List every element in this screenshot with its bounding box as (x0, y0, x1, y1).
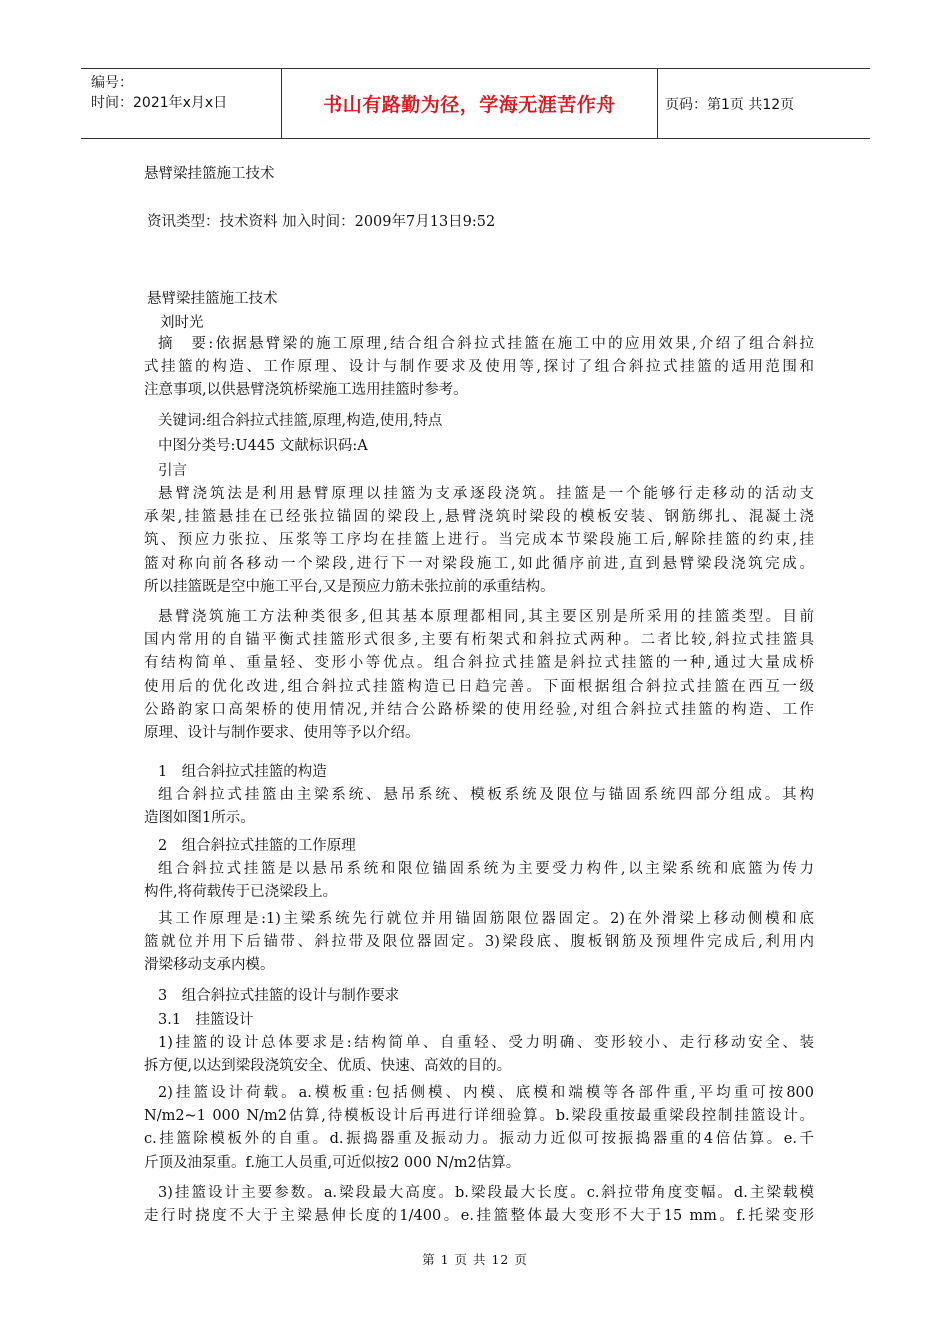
intro-paragraph-2 (144, 606, 814, 745)
motto-text: 书山有路勤为径，学海无涯苦作舟 (323, 94, 616, 116)
classification: 中图分类号:U445 文献标识码:A (158, 438, 368, 454)
section-2-paragraph-2 (144, 908, 814, 978)
page-footer: 第 1 页 共 12 页 (422, 1252, 528, 1267)
paragraph-line: 承架,挂篮悬挂在已经张拉锚固的梁段上,悬臂浇筑时梁段的模板安装、钢筋绑扎、混凝土浇 (144, 509, 814, 526)
paragraph-line: 使用后的优化改进,组合斜拉式挂篮构造已日趋完善。下面根据组合斜拉式挂篮在西互一级 (144, 678, 814, 695)
document-header (81, 68, 870, 139)
paragraph-line: 悬臂浇筑施工方法种类很多,但其基本原理都相同,其主要区别是所采用的挂篮类型。目前 (158, 609, 814, 625)
paragraph-line: 篮就位并用下后锚带、斜拉带及限位器固定。3)梁段底、腹板钢筋及预埋件完成后,利用内 (144, 934, 814, 951)
paragraph-line: 滑梁移动支承内模。 (144, 957, 275, 974)
doc-title: 悬臂梁挂篮施工技术 (144, 166, 275, 182)
paragraph-line: 其工作原理是:1)主梁系统先行就位并用锚固筋限位器固定。2)在外滑梁上移动侧模和底 (158, 911, 814, 927)
paragraph-line: 悬臂浇筑法是利用悬臂原理以挂篮为支承逐段浇筑。挂篮是一个能够行走移动的活动支 (158, 486, 814, 502)
section-2-paragraph-1 (144, 858, 814, 904)
number-label: 编号： (91, 75, 133, 91)
paragraph-line: 有结构简单、重量轻、变形小等优点。组合斜拉式挂篮是斜拉式挂篮的一种,通过大量成桥 (144, 655, 814, 672)
paragraph-line: N/m2~1 000 N/m2估算,待模板设计后再进行详细验算。b.梁段重按最重梁段控制挂篮设计。 (144, 1108, 814, 1125)
paragraph-line: 筑、预应力张拉、压浆等工序均在挂篮上进行。当完成本节梁段施工后,解除挂篮的约束,挂 (144, 532, 814, 549)
paragraph-line: 2)挂篮设计荷载。a.模板重:包括侧模、内模、底模和端模等各部件重,平均重可按800 (158, 1085, 814, 1101)
section-3-1-paragraph-1 (144, 1032, 814, 1078)
paragraph-line: 走行时挠度不大于主梁悬伸长度的1/400。e.挂篮整体最大变形不大于15 mm。f.托梁变形 (144, 1208, 814, 1225)
paragraph-line: 公路韵家口高架桥的使用情况,并结合公路桥梁的使用经验,对组合斜拉式挂篮的构造、工作 (144, 701, 814, 718)
paragraph-line: 国内常用的自锚平衡式挂篮形式很多,主要有桁架式和斜拉式两种。二者比较,斜拉式挂篮具 (144, 632, 814, 649)
paragraph-line: 组合斜拉式挂篮是以悬吊系统和限位锚固系统为主要受力构件,以主梁系统和底篮为传力 (158, 861, 814, 877)
section-2-heading: 2 组合斜拉式挂篮的工作原理 (158, 838, 356, 854)
info-line: 资讯类型：技术资料 加入时间：2009年7月13日9:52 (147, 214, 496, 230)
paragraph-line: 1)挂篮的设计总体要求是:结构简单、自重轻、受力明确、变形较小、走行移动安全、装 (158, 1035, 814, 1051)
paragraph-line: 拆方便,以达到梁段浇筑安全、优质、快速、高效的目的。 (144, 1058, 512, 1075)
motto-cell (282, 69, 658, 138)
paragraph-line: 组合斜拉式挂篮由主梁系统、悬吊系统、模板系统及限位与锚固系统四部分组成。其构 (158, 787, 814, 803)
paragraph-line: c.挂篮除模板外的自重。d.振捣器重及振动力。振动力近似可按振捣器重的4倍估算。e.千 (144, 1131, 814, 1148)
intro-heading: 引言 (158, 463, 187, 479)
paragraph-line: 篮对称向前各移动一个梁段,进行下一对梁段施工,如此循序前进,直到悬臂梁段浇筑完成。 (144, 555, 814, 572)
author: 刘时光 (160, 315, 204, 331)
paragraph-line: 原理、设计与制作要求、使用等予以介绍。 (144, 725, 420, 742)
section-3-1-paragraph-3 (144, 1182, 814, 1228)
paragraph-line: 造图如图1所示。 (144, 810, 255, 827)
paragraph-line: 3)挂篮设计主要参数。a.梁段最大高度。b.梁段最大长度。c.斜拉带角度变幅。d.主梁载模 (158, 1185, 814, 1201)
abstract-paragraph (144, 333, 814, 403)
section-1-heading: 1 组合斜拉式挂篮的构造 (158, 764, 327, 780)
paragraph-line: 所以挂篮既是空中施工平台,又是预应力筋未张拉前的承重结构。 (144, 578, 555, 595)
keywords: 关键词:组合斜拉式挂篮,原理,构造,使用,特点 (158, 413, 443, 429)
intro-paragraph-1 (144, 483, 814, 599)
section-3-1-heading: 3.1 挂篮设计 (158, 1012, 254, 1028)
article-subtitle: 悬臂梁挂篮施工技术 (147, 291, 278, 307)
section-3-1-paragraph-2 (144, 1082, 814, 1175)
page-info-cell (658, 69, 870, 138)
abstract-line: 式挂篮的构造、工作原理、设计与制作要求及使用等,探讨了组合斜拉式挂篮的适用范围和 (144, 359, 814, 376)
paragraph-line: 构件,将荷载传于已浇梁段上。 (144, 884, 338, 901)
page-info-text: 页码：第1页 共12页 (665, 96, 795, 113)
time-label: 时间：2021年x月x日 (91, 95, 228, 111)
header-meta-cell (81, 69, 282, 138)
abstract-line: 摘 要:依据悬臂梁的施工原理,结合组合斜拉式挂篮在施工中的应用效果,介绍了组合斜拉 (158, 336, 814, 352)
abstract-line: 注意事项,以供悬臂浇筑桥梁施工选用挂篮时参考。 (144, 382, 468, 399)
paragraph-line: 斤顶及油泵重。f.施工人员重,可近似按2 000 N/m2估算。 (144, 1154, 521, 1171)
section-3-heading: 3 组合斜拉式挂篮的设计与制作要求 (158, 988, 400, 1004)
section-1-paragraph (144, 784, 814, 830)
